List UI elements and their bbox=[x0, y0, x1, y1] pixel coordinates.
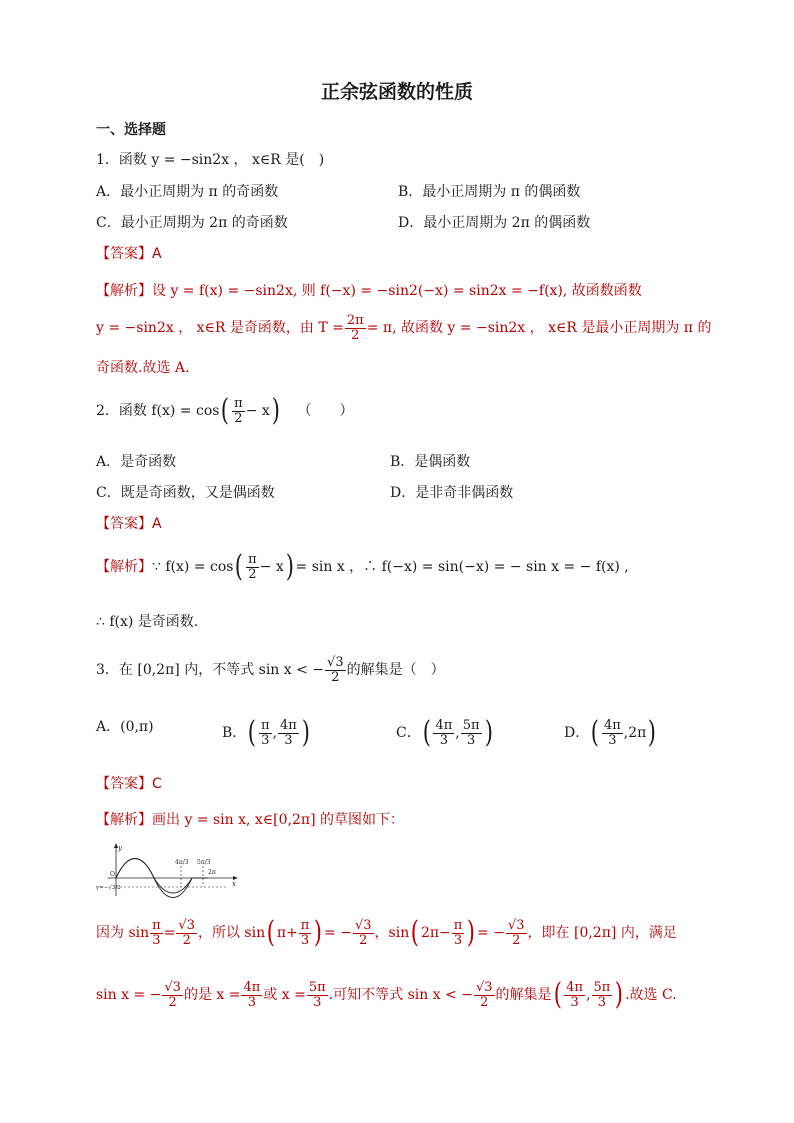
fraction-denominator: 3 bbox=[466, 732, 476, 748]
q1-option-a: A．最小正周期为 π 的奇函数 bbox=[96, 184, 279, 200]
fraction-numerator: 4π bbox=[603, 717, 621, 733]
text-segment: .故选 C. bbox=[625, 987, 677, 1003]
sine-sketch-graph bbox=[96, 842, 244, 898]
right-paren: ) bbox=[271, 393, 280, 428]
label-2pi: 2π bbox=[208, 869, 216, 876]
fraction bbox=[602, 719, 623, 747]
text-segment: 所以 sin bbox=[211, 925, 266, 941]
fraction: $\frac{\pi}{3}$ bbox=[152, 917, 161, 948]
q3-option-d: D． ( $\frac{4\pi}{3}$ , 2π ) bbox=[564, 715, 657, 750]
fraction: $\frac{\pi}{3}$ bbox=[300, 917, 310, 948]
right-paren: ) bbox=[484, 715, 493, 750]
q2-option-a: A．是奇函数 bbox=[96, 454, 177, 470]
fraction-denominator: 2 bbox=[331, 669, 340, 685]
q1-stem: 1．函数 y = −sin2x ， x∈R 是( ) bbox=[96, 152, 325, 168]
answer-tag: 【答案】 bbox=[96, 776, 152, 792]
left-paren: ( bbox=[590, 715, 600, 750]
q3-analysis-line1: 因为 sin $\frac{\pi}{3}$ = $\frac{√3}{2}$ ， 所以 sin ( π+ $\frac{\pi}{3}$ ) = − $\frac{√3}{2}$ ， sin ( 2π− $\frac{\pi}{3}$ ) = − $\frac{√3}{2}$ ， 即在 [0,2π] 内，满足 bbox=[96, 915, 677, 950]
q3-answer-value: C bbox=[152, 776, 162, 792]
fraction bbox=[433, 719, 454, 747]
q3-stem bbox=[96, 656, 445, 684]
origin-label: O bbox=[110, 871, 115, 878]
fraction-numerator: π bbox=[261, 717, 270, 733]
answer-tag: 【答案】 bbox=[96, 246, 152, 262]
q1-answer bbox=[96, 247, 162, 261]
q2-analysis-line1 bbox=[96, 549, 629, 584]
page-title: 正余弦函数的性质 bbox=[320, 81, 473, 103]
q2-analysis-b: − x bbox=[259, 559, 284, 575]
option-label: D． bbox=[564, 725, 590, 741]
fraction-numerator: 2π bbox=[346, 313, 364, 328]
section-heading: 一、选择题 bbox=[96, 122, 166, 138]
text-segment: sin bbox=[388, 925, 410, 941]
fraction-denominator: 3 bbox=[261, 732, 270, 748]
q1-period-fraction bbox=[345, 314, 366, 342]
q2-stem-fraction bbox=[232, 397, 245, 425]
q2-option-d: D．是非奇非偶函数 bbox=[390, 485, 514, 501]
q3-option-a bbox=[96, 720, 154, 734]
q2-answer bbox=[96, 517, 162, 531]
q3-analysis-line2: sin x = − $\frac{√3}{2}$ 的是 x = $\frac{4\pi}{3}$ 或 x = $\frac{5\pi}{3}$ .可知不等式 sin x < − $\frac{√3}{2}$ 的解集是 ( $\frac{4\pi}{3}$ , $\frac{5\pi}{3}$ ) .故选 C. bbox=[96, 977, 677, 1012]
fraction: $\frac{4\pi}{3}$ bbox=[566, 979, 584, 1010]
answer-tag: 【答案】 bbox=[96, 516, 152, 532]
option-d-upper: 2π bbox=[628, 725, 647, 741]
q3-answer bbox=[96, 777, 162, 791]
q1-option-d: D．最小正周期为 2π 的偶函数 bbox=[398, 215, 591, 231]
q3-stem-b: 的解集是（ ） bbox=[346, 662, 445, 679]
fraction-denominator: 3 bbox=[439, 732, 448, 748]
q1-option-c: C．最小正周期为 2π 的奇函数 bbox=[96, 215, 288, 231]
fraction: $\frac{\pi}{3}$ bbox=[453, 917, 463, 948]
q2-analysis-c: = sin x ，∴ f(−x) = sin(−x) = − sin x = − f(x) , bbox=[295, 559, 629, 575]
analysis-tag: 【解析】 bbox=[96, 559, 152, 575]
q2-stem-a: 2．函数 f(x) = cos bbox=[96, 403, 220, 419]
fraction bbox=[461, 719, 482, 747]
x-label: x bbox=[232, 880, 236, 888]
q3-option-a-text: A．(0,π) bbox=[96, 719, 154, 735]
right-paren: ) bbox=[301, 715, 310, 750]
label-y-eq: y=−√3/2 bbox=[96, 885, 121, 891]
q1-analysis-text2b: = π, 故函数 y = −sin2x ， x∈R 是最小正周期为 π 的 bbox=[366, 320, 712, 337]
q2-option-b: B．是偶函数 bbox=[390, 454, 471, 470]
q1-option-b: B．最小正周期为 π 的偶函数 bbox=[398, 184, 581, 200]
analysis-tag: 【解析】 bbox=[96, 283, 152, 299]
fraction-numerator: 5π bbox=[462, 717, 480, 733]
fraction: $\frac{√3}{2}$ bbox=[354, 917, 372, 948]
fraction-denominator: 2 bbox=[234, 410, 243, 426]
text-segment: 因为 sin bbox=[96, 925, 150, 941]
fraction-denominator: 3 bbox=[284, 732, 293, 748]
fraction: $\frac{4\pi}{3}$ bbox=[243, 979, 261, 1010]
fraction bbox=[259, 719, 272, 747]
left-paren: ( bbox=[422, 715, 431, 750]
analysis-tag: 【解析】 bbox=[96, 812, 152, 828]
fraction: $\frac{√3}{2}$ bbox=[475, 979, 493, 1010]
q2-answer-value: A bbox=[152, 516, 162, 532]
text-segment: 或 x = bbox=[263, 987, 306, 1003]
text-segment: 即在 [0,2π] 内，满足 bbox=[541, 925, 677, 941]
label-5pi3: 5π/3 bbox=[197, 859, 211, 866]
q3-stem-fraction bbox=[325, 656, 346, 684]
fraction-numerator: π bbox=[234, 395, 243, 411]
fraction: $\frac{√3}{2}$ bbox=[164, 979, 181, 1010]
q2-analysis-fraction bbox=[246, 553, 259, 581]
q2-analysis-line2: ∴ f(x) 是奇函数. bbox=[96, 614, 199, 630]
q1-analysis-line2 bbox=[96, 314, 711, 342]
text-segment: .可知不等式 sin x < − bbox=[328, 987, 473, 1003]
q1-analysis-text1: 设 y = f(x) = −sin2x, 则 f(−x) = −sin2(−x) = sin2x = −f(x), 故函数函数 bbox=[152, 283, 642, 299]
fraction-numerator: 4π bbox=[280, 717, 297, 733]
y-label: y bbox=[118, 844, 122, 852]
fraction-denominator: 2 bbox=[351, 327, 360, 343]
fraction: $\frac{5\pi}{3}$ bbox=[593, 979, 611, 1010]
fraction-numerator: π bbox=[248, 551, 257, 567]
q1-analysis-line1 bbox=[96, 284, 642, 298]
fraction-denominator: 2 bbox=[248, 566, 257, 582]
q1-answer-value: A bbox=[152, 246, 162, 262]
right-paren: ) bbox=[648, 715, 657, 750]
q3-stem-a: 3．在 [0,2π] 内，不等式 sin x < − bbox=[96, 662, 325, 679]
q1-analysis-text2a: y = −sin2x ， x∈R 是奇函数，由 T = bbox=[96, 320, 344, 337]
fraction bbox=[278, 719, 299, 747]
q1-analysis-line3: 奇函数.故选 A. bbox=[96, 360, 190, 376]
fraction: $\frac{5\pi}{3}$ bbox=[308, 979, 326, 1010]
text-segment: 的是 x = bbox=[183, 987, 241, 1003]
left-paren: ( bbox=[221, 393, 230, 428]
q2-option-c: C．既是奇函数，又是偶函数 bbox=[96, 485, 275, 501]
q3-option-c: C． ( $\frac{4\pi}{3}$ , $\frac{5\pi}{3}$ ) bbox=[396, 715, 493, 750]
right-paren: ) bbox=[285, 549, 294, 584]
fraction-denominator: 3 bbox=[608, 732, 617, 748]
left-paren: ( bbox=[248, 715, 257, 750]
fraction-numerator: 4π bbox=[435, 717, 453, 733]
fraction: $\frac{√3}{2}$ bbox=[507, 917, 525, 948]
left-paren: ( bbox=[235, 549, 244, 584]
q2-stem-c: （ ） bbox=[297, 403, 354, 419]
fraction: $\frac{√3}{2}$ bbox=[178, 917, 195, 948]
fraction-numerator: √3 bbox=[327, 655, 344, 670]
q2-analysis-a: ∵ f(x) = cos bbox=[152, 559, 234, 575]
q2-stem bbox=[96, 393, 354, 428]
label-4pi3: 4π/3 bbox=[175, 859, 189, 866]
q3-analysis-intro bbox=[96, 813, 404, 827]
text-segment: 的解集是 bbox=[495, 987, 552, 1003]
q2-stem-b: − x bbox=[245, 403, 270, 419]
q3-option-b: B． ( $\frac{\pi}{3}$ , $\frac{4\pi}{3}$ ) bbox=[222, 715, 310, 750]
option-label: B． bbox=[222, 725, 247, 741]
text-segment: sin x = − bbox=[96, 987, 162, 1003]
q3-analysis-intro-text: 画出 y = sin x, x∈[0,2π] 的草图如下： bbox=[152, 812, 405, 828]
option-label: C． bbox=[396, 725, 421, 741]
